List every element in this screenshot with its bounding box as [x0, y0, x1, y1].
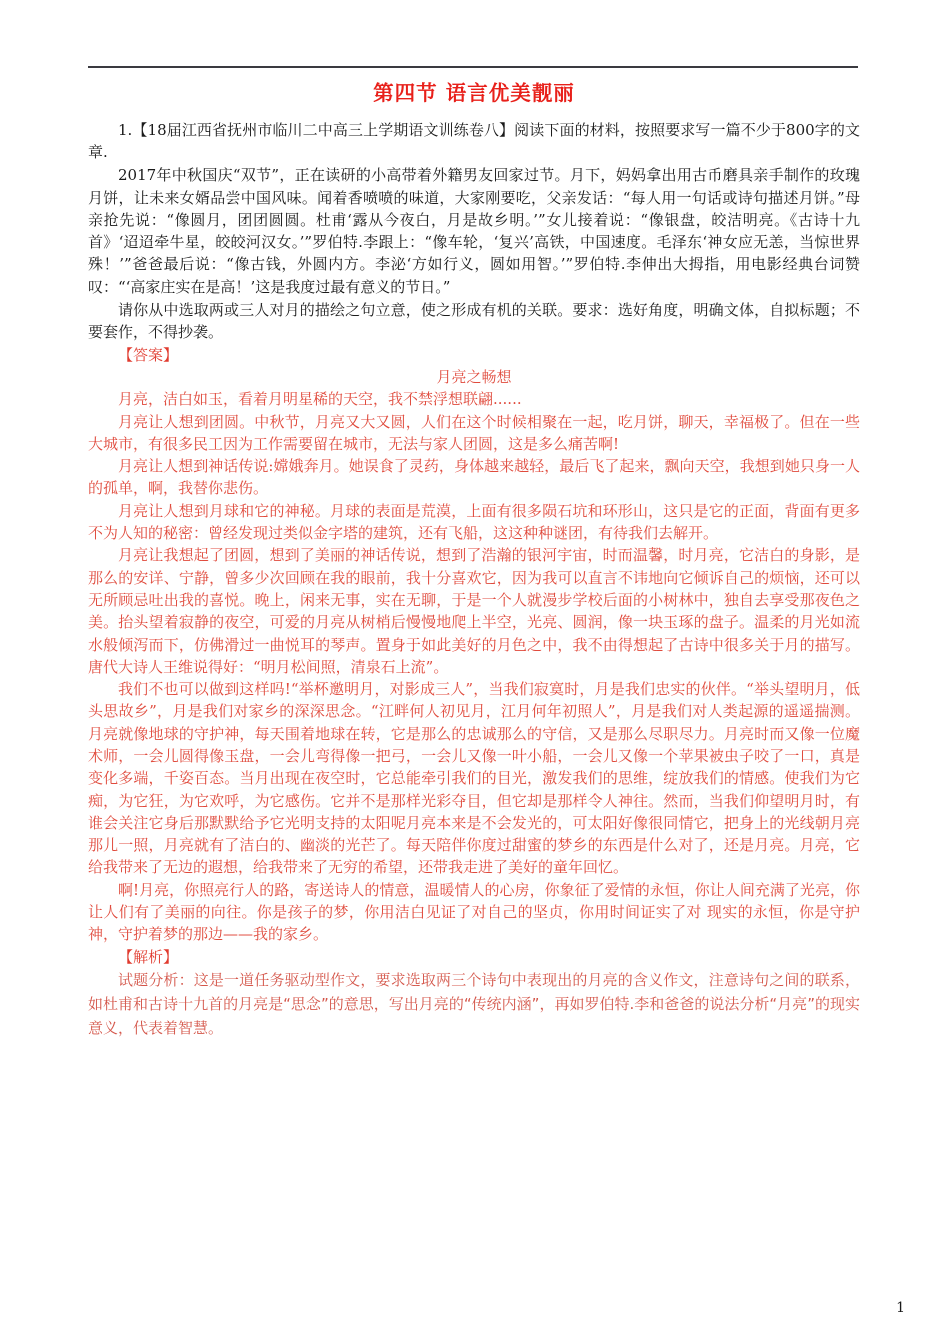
page-title: 第四节 语言优美靓丽	[373, 81, 575, 105]
essay-paragraph: 啊!月亮，你照亮行人的路，寄送诗人的情意，温暖情人的心房，你象征了爱情的永恒，你让人间充满了光亮，你让人们有了美丽的向往。你是孩子的梦，你用洁白见证了对自己的坚贞，你用时间证实了对 现实的永恒，你是守护神，守护着梦的那边——我的家乡。	[88, 880, 860, 944]
essay-paragraph: 月亮让人想到月球和它的神秘。月球的表面是荒漠，上面有很多陨石坑和环形山，这只是它的正面，背面有更多不为人知的秘密：曾经发现过类似金字塔的建筑，还有飞船，这这种种谜团，有待我们去解开。	[88, 501, 860, 543]
document-content	[88, 80, 860, 1040]
analysis-marker: 【解析】	[118, 947, 179, 966]
essay-paragraph: 月亮，洁白如玉，看着月明星稀的天空，我不禁浮想联翩......	[118, 390, 522, 409]
analysis-text: 试题分析：这是一道任务驱动型作文，要求选取两三个诗句中表现出的月亮的含义作文，注意诗句之间的联系，如杜甫和古诗十九首的月亮是“思念”的意思，写出月亮的“传统内涵”，再如罗伯特.李和爸爸的说法分析“月亮”的现实意义，代表着智慧。	[88, 970, 860, 1037]
header-divider	[88, 66, 858, 68]
essay-title: 月亮之畅想	[436, 367, 512, 386]
essay-paragraph: 我们不也可以做到这样吗!“举杯邀明月，对影成三人”，当我们寂寞时，月是我们忠实的伙伴。“举头望明月，低头思故乡”，月是我们对家乡的深深思念。“江畔何人初见月，江月何年初照人”，月是我们对人类起源的遥遥揣测。月亮就像地球的守护神，每天围着地球在转，它是那么的忠诚那么的守信，又是那么尽职尽力。月亮时而又像一位魔术师，一会儿圆得像玉盘，一会儿弯得像一把弓，一会儿又像一叶小船，一会儿又像一个苹果被虫子咬了一口，真是变化多端，千姿百态。当月出现在夜空时，它总能牵引我们的目光，激发我们的思维，绽放我们的情感。使我们为它痴，为它狂，为它欢呼，为它感伤。它并不是那样光彩夺目，但它却是那样令人神往。然而，当我们仰望明月时，有谁会关注它身后那默默给予它光明支持的太阳呢月亮本来是不会发光的，可太阳好像很同情它，把身上的光线朝月亮那儿一照，月亮就有了洁白的、幽淡的光芒了。每天陪伴你度过甜蜜的梦乡的东西是什么对了，还是月亮。月亮，它给我带来了无边的遐想，给我带来了无穷的希望，还带我走进了美好的童年回忆。	[88, 680, 860, 877]
page-number: 1	[896, 1300, 905, 1316]
question-header: 1.【18届江西省抚州市临川二中高三上学期语文训练卷八】阅读下面的材料，按照要求写一篇不少于800字的文章.	[88, 120, 860, 161]
question-material: 2017年中秋国庆“双节”，正在读研的小高带着外籍男友回家过节。月下，妈妈拿出用古币磨具亲手制作的玫瑰月饼，让未来女婿品尝中国风味。闻着香喷喷的味道，大家刚要吃，父亲发话：“每人用一句话或诗句描述月饼。”母亲抢先说：“像圆月，团团圆圆。杜甫‘露从今夜白，月是故乡明。’”女儿接着说：“像银盘，皎洁明亮。《古诗十九首》‘迢迢牵牛星，皎皎河汉女。’”罗伯特.李跟上：“像车轮，‘复兴’高铁，中国速度。毛泽东‘神女应无恙，当惊世界殊！’”爸爸最后说：“像古钱，外圆内方。李泌‘方如行义，圆如用智。’”罗伯特.李伸出大拇指，用电影经典台词赞叹：“‘高家庄实在是高！’这是我度过最有意义的节日。”	[88, 166, 860, 296]
essay-paragraph: 月亮让我想起了团圆，想到了美丽的神话传说，想到了浩瀚的银河宇宙，时而温馨，时月亮，它洁白的身影，是那么的安详、宁静，曾多少次回顾在我的眼前，我十分喜欢它，因为我可以直言不讳地向它倾诉自己的烦恼，还可以无所顾忌吐出我的喜悦。晚上，闲来无事，实在无聊，于是一个人就漫步学校后面的小树林中，独自去享受那夜色之美。抬头望着寂静的夜空，可爱的月亮从树梢后慢慢地爬上半空，光亮、圆润，像一块玉琢的盘子。温柔的月光如流水般倾泻而下，仿佛滑过一曲悦耳的琴声。置身于如此美好的月色之中，我不由得想起了古诗中很多关于月的描写。唐代大诗人王维说得好：“明月松间照，清泉石上流”。	[88, 546, 860, 676]
essay-paragraph: 月亮让人想到神话传说:嫦娥奔月。她误食了灵药，身体越来越轻，最后飞了起来，飘向天空，我想到她只身一人的孤单，啊，我替你悲伤。	[88, 457, 860, 498]
essay-paragraph: 月亮让人想到团圆。中秋节，月亮又大又圆，人们在这个时候相聚在一起，吃月饼，聊天，幸福极了。但在一些大城市，有很多民工因为工作需要留在城市，无法与家人团圆，这是多么痛苦啊!	[88, 412, 860, 453]
answer-marker: 【答案】	[118, 345, 179, 364]
question-requirement: 请你从中选取两或三人对月的描绘之句立意，使之形成有机的关联。要求：选好角度，明确文体，自拟标题；不要套作，不得抄袭。	[88, 301, 860, 342]
